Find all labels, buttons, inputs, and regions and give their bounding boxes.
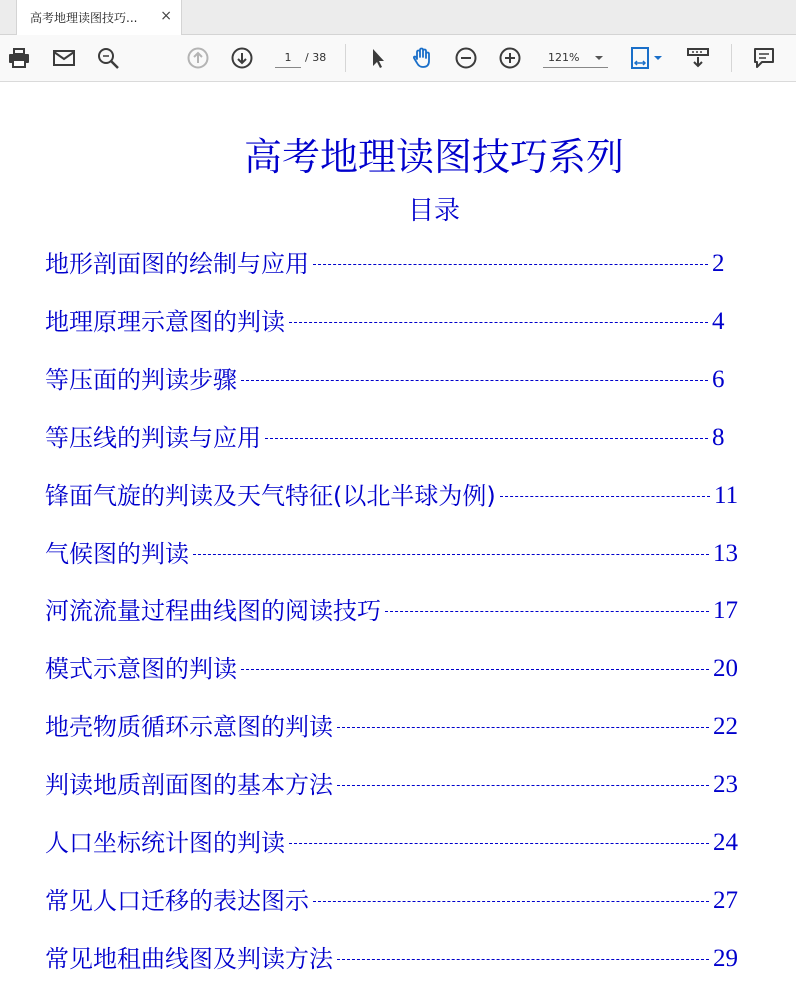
toc-page-number: 8 <box>712 424 725 451</box>
toc-item[interactable] <box>45 305 745 339</box>
zoom-out-icon[interactable] <box>454 46 478 70</box>
toc-item[interactable] <box>45 421 745 455</box>
toc-item[interactable] <box>45 479 745 513</box>
document-tab[interactable] <box>16 0 182 35</box>
toc-page-number: 23 <box>713 771 738 798</box>
tab-bar <box>0 0 796 35</box>
toc-item-title: 常见人口迁移的表达图示 <box>45 887 309 915</box>
select-cursor-icon[interactable] <box>366 46 390 70</box>
toc-item-title: 模式示意图的判读 <box>45 655 237 683</box>
zoom-value: 121% <box>548 51 580 64</box>
toc-item-title: 气候图的判读 <box>45 540 189 568</box>
toc-item[interactable] <box>45 247 745 281</box>
zoom-in-icon[interactable] <box>498 46 522 70</box>
toc-leader <box>241 669 709 670</box>
toc-item[interactable] <box>45 942 745 976</box>
toc-leader <box>241 380 708 381</box>
toc-page-number: 29 <box>713 945 738 972</box>
toc-item-title: 锋面气旋的判读及天气特征(以北半球为例) <box>45 482 496 510</box>
comment-icon[interactable] <box>752 46 776 70</box>
tab-title: 高考地理读图技巧... <box>30 11 138 25</box>
toc-item[interactable] <box>45 768 745 802</box>
chevron-down-icon <box>595 56 603 60</box>
toc-leader <box>337 959 709 960</box>
toc-item[interactable] <box>45 594 745 628</box>
toc-leader <box>265 438 708 439</box>
toc-item-title: 河流流量过程曲线图的阅读技巧 <box>45 597 381 625</box>
toc-item-title: 地形剖面图的绘制与应用 <box>45 250 309 278</box>
toc-leader <box>337 727 709 728</box>
toc-item-title: 等压面的判读步骤 <box>45 366 237 394</box>
toc-item[interactable] <box>45 826 745 860</box>
toc-page-number: 11 <box>714 482 739 509</box>
toc-page-number: 6 <box>712 366 725 393</box>
toc-page-number: 17 <box>713 597 738 624</box>
page-title: 高考地理读图技巧系列 <box>243 135 624 179</box>
toc-leader <box>385 611 709 612</box>
search-icon[interactable] <box>96 46 120 70</box>
toc-page-number: 22 <box>713 713 738 740</box>
toc-item[interactable] <box>45 537 745 571</box>
toc-item-title: 人口坐标统计图的判读 <box>45 829 285 857</box>
toc-leader <box>289 322 708 323</box>
toc-item[interactable] <box>45 884 745 918</box>
toolbar-divider <box>345 44 346 72</box>
zoom-select[interactable] <box>543 47 608 68</box>
toc-item-title: 常见地租曲线图及判读方法 <box>45 945 333 973</box>
page-total: / 38 <box>305 51 327 64</box>
close-icon[interactable]: × <box>160 8 172 24</box>
fit-width-icon[interactable] <box>630 46 666 70</box>
page-subtitle: 目录 <box>407 196 460 226</box>
toolbar-divider <box>731 44 732 72</box>
document-page <box>0 82 796 987</box>
toc-item-title: 地壳物质循环示意图的判读 <box>45 713 333 741</box>
toc-item[interactable] <box>45 710 745 744</box>
toc-leader <box>289 843 709 844</box>
scroll-mode-icon[interactable] <box>686 46 710 70</box>
toc-page-number: 2 <box>712 250 725 277</box>
toc-leader <box>193 554 709 555</box>
toc-leader <box>313 264 708 265</box>
toc-leader <box>313 901 709 902</box>
previous-page-icon[interactable] <box>186 46 210 70</box>
toc-item-title: 判读地质剖面图的基本方法 <box>45 771 333 799</box>
toc-item[interactable] <box>45 652 745 686</box>
toc-item-title: 地理原理示意图的判读 <box>45 308 285 336</box>
next-page-icon[interactable] <box>230 46 254 70</box>
toc-page-number: 20 <box>713 655 738 682</box>
toc-item[interactable] <box>45 363 745 397</box>
toc-leader <box>337 785 709 786</box>
page-number-input[interactable] <box>275 47 301 68</box>
print-icon[interactable] <box>7 46 31 70</box>
hand-tool-icon[interactable] <box>410 46 434 70</box>
toc-page-number: 13 <box>713 540 738 567</box>
toc-page-number: 27 <box>713 887 738 914</box>
mail-icon[interactable] <box>52 46 76 70</box>
toc-page-number: 4 <box>712 308 725 335</box>
toolbar <box>0 35 796 82</box>
toc-item-title: 等压线的判读与应用 <box>45 424 261 452</box>
toc-leader <box>500 496 710 497</box>
toc-page-number: 24 <box>713 829 738 856</box>
